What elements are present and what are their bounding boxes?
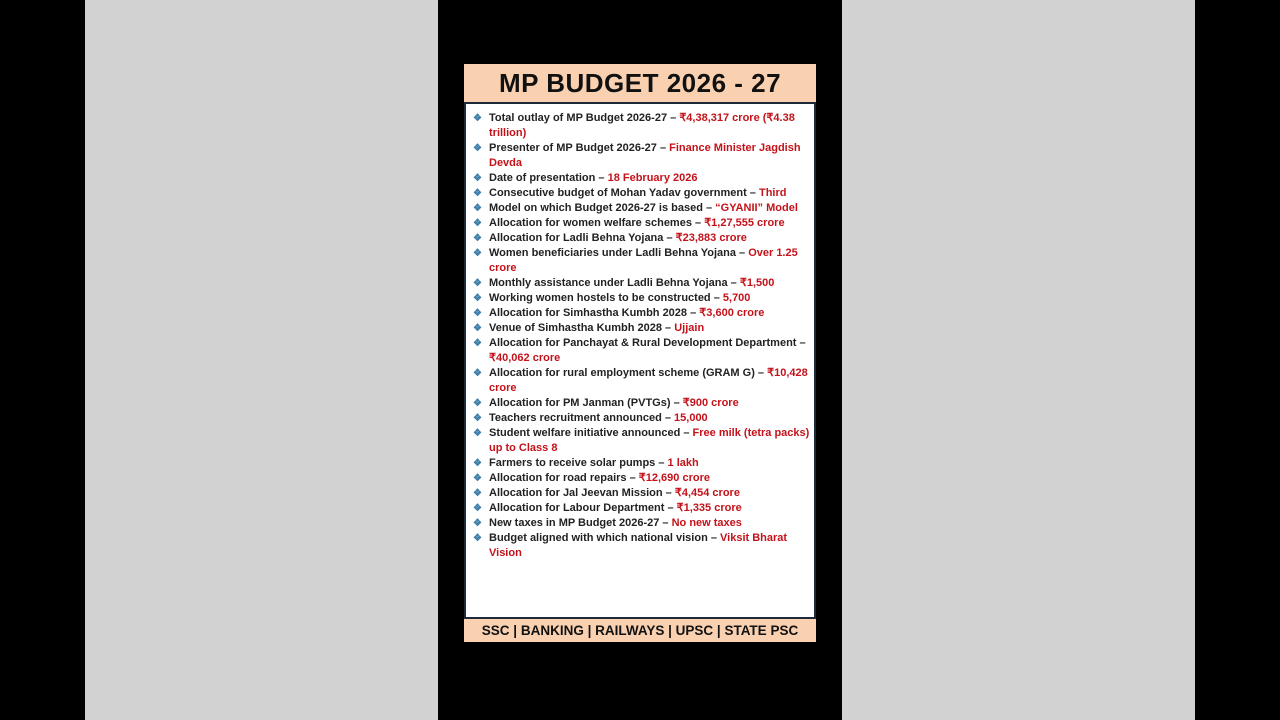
bullet-icon: ❖ bbox=[473, 218, 482, 229]
item-label: Presenter of MP Budget 2026-27 – bbox=[489, 142, 670, 154]
list-item bbox=[472, 246, 810, 276]
list-item bbox=[472, 531, 810, 561]
bullet-icon: ❖ bbox=[473, 338, 482, 349]
item-label: Allocation for Jal Jeevan Mission – bbox=[489, 487, 675, 499]
item-value: 18 February 2026 bbox=[607, 172, 698, 184]
list-item bbox=[472, 171, 810, 186]
item-value: 1 lakh bbox=[667, 457, 699, 469]
bullet-icon: ❖ bbox=[473, 533, 482, 544]
facts-list bbox=[472, 111, 810, 561]
list-item bbox=[472, 201, 810, 216]
bullet-icon: ❖ bbox=[473, 518, 482, 529]
list-item bbox=[472, 216, 810, 231]
list-item bbox=[472, 456, 810, 471]
list-item bbox=[472, 411, 810, 426]
bullet-icon: ❖ bbox=[473, 113, 482, 124]
list-item bbox=[472, 426, 810, 456]
item-value: Free milk (tetra packs) up to Class 8 bbox=[489, 427, 810, 454]
bullet-icon: ❖ bbox=[473, 293, 482, 304]
bullet-icon: ❖ bbox=[473, 488, 482, 499]
bullet-icon: ❖ bbox=[473, 368, 482, 379]
budget-card bbox=[464, 64, 816, 642]
item-label: Allocation for rural employment scheme (GRAM G) – bbox=[489, 367, 768, 379]
item-value: ₹1,500 bbox=[739, 277, 775, 289]
item-label: Women beneficiaries under Ladli Behna Yojana – bbox=[489, 247, 749, 259]
item-label: Model on which Budget 2026-27 is based – bbox=[489, 202, 716, 214]
list-item bbox=[472, 471, 810, 486]
bullet-icon: ❖ bbox=[473, 428, 482, 439]
card-body bbox=[464, 102, 816, 617]
card-title: MP BUDGET 2026 - 27 bbox=[464, 64, 816, 102]
item-label: Total outlay of MP Budget 2026-27 – bbox=[489, 112, 680, 124]
list-item bbox=[472, 336, 810, 366]
bullet-icon: ❖ bbox=[473, 188, 482, 199]
item-value: ₹4,454 crore bbox=[674, 487, 740, 499]
item-label: Allocation for PM Janman (PVTGs) – bbox=[489, 397, 683, 409]
list-item bbox=[472, 141, 810, 171]
list-item bbox=[472, 501, 810, 516]
item-value: Finance Minister Jagdish Devda bbox=[489, 142, 801, 169]
item-value: ₹1,27,555 crore bbox=[704, 217, 785, 229]
bullet-icon: ❖ bbox=[473, 398, 482, 409]
list-item bbox=[472, 321, 810, 336]
item-label: Working women hostels to be constructed – bbox=[489, 292, 723, 304]
item-value: ₹10,428 crore bbox=[489, 367, 808, 394]
item-value: ₹4,38,317 crore (₹4.38 trillion) bbox=[489, 112, 795, 139]
bullet-icon: ❖ bbox=[473, 413, 482, 424]
item-label: Teachers recruitment announced – bbox=[489, 412, 675, 424]
bullet-icon: ❖ bbox=[473, 278, 482, 289]
item-value: “GYANII” Model bbox=[715, 202, 798, 214]
bullet-icon: ❖ bbox=[473, 203, 482, 214]
item-label: Allocation for Labour Department – bbox=[489, 502, 677, 514]
list-item bbox=[472, 111, 810, 141]
bullet-icon: ❖ bbox=[473, 173, 482, 184]
item-value: 15,000 bbox=[674, 412, 708, 424]
item-label: New taxes in MP Budget 2026-27 – bbox=[489, 517, 672, 529]
item-label: Allocation for Ladli Behna Yojana – bbox=[489, 232, 676, 244]
item-label: Budget aligned with which national vision – bbox=[489, 532, 721, 544]
item-label: Farmers to receive solar pumps – bbox=[489, 457, 668, 469]
item-value: Over 1.25 crore bbox=[489, 247, 798, 274]
list-item bbox=[472, 306, 810, 321]
item-label: Consecutive budget of Mohan Yadav government – bbox=[489, 187, 759, 199]
list-item bbox=[472, 276, 810, 291]
bullet-icon: ❖ bbox=[473, 233, 482, 244]
item-value: ₹1,335 crore bbox=[676, 502, 742, 514]
item-value: Third bbox=[758, 187, 787, 199]
item-label: Date of presentation – bbox=[489, 172, 608, 184]
item-value: ₹23,883 crore bbox=[675, 232, 747, 244]
list-item bbox=[472, 396, 810, 411]
item-label: Student welfare initiative announced – bbox=[489, 427, 693, 439]
list-item bbox=[472, 231, 810, 246]
bullet-icon: ❖ bbox=[473, 473, 482, 484]
list-item bbox=[472, 366, 810, 396]
card-footer: SSC | BANKING | RAILWAYS | UPSC | STATE PSC bbox=[464, 617, 816, 642]
item-label: Allocation for road repairs – bbox=[489, 472, 639, 484]
item-value: Ujjain bbox=[674, 322, 705, 334]
item-label: Venue of Simhastha Kumbh 2028 – bbox=[489, 322, 675, 334]
bullet-icon: ❖ bbox=[473, 143, 482, 154]
item-value: ₹3,600 crore bbox=[699, 307, 765, 319]
list-item bbox=[472, 291, 810, 306]
item-label: Allocation for women welfare schemes – bbox=[489, 217, 705, 229]
bullet-icon: ❖ bbox=[473, 323, 482, 334]
item-value: Viksit Bharat Vision bbox=[489, 532, 788, 559]
item-value: No new taxes bbox=[671, 517, 742, 529]
item-label: Allocation for Simhastha Kumbh 2028 – bbox=[489, 307, 700, 319]
item-value: 5,700 bbox=[722, 292, 751, 304]
list-item bbox=[472, 186, 810, 201]
item-label: Allocation for Panchayat & Rural Development Department – bbox=[489, 337, 806, 349]
item-value: ₹12,690 crore bbox=[638, 472, 710, 484]
item-value: ₹40,062 crore bbox=[489, 352, 561, 364]
item-value: ₹900 crore bbox=[682, 397, 739, 409]
bullet-icon: ❖ bbox=[473, 503, 482, 514]
bullet-icon: ❖ bbox=[473, 458, 482, 469]
bullet-icon: ❖ bbox=[473, 248, 482, 259]
item-label: Monthly assistance under Ladli Behna Yojana – bbox=[489, 277, 740, 289]
list-item bbox=[472, 516, 810, 531]
list-item bbox=[472, 486, 810, 501]
bullet-icon: ❖ bbox=[473, 308, 482, 319]
